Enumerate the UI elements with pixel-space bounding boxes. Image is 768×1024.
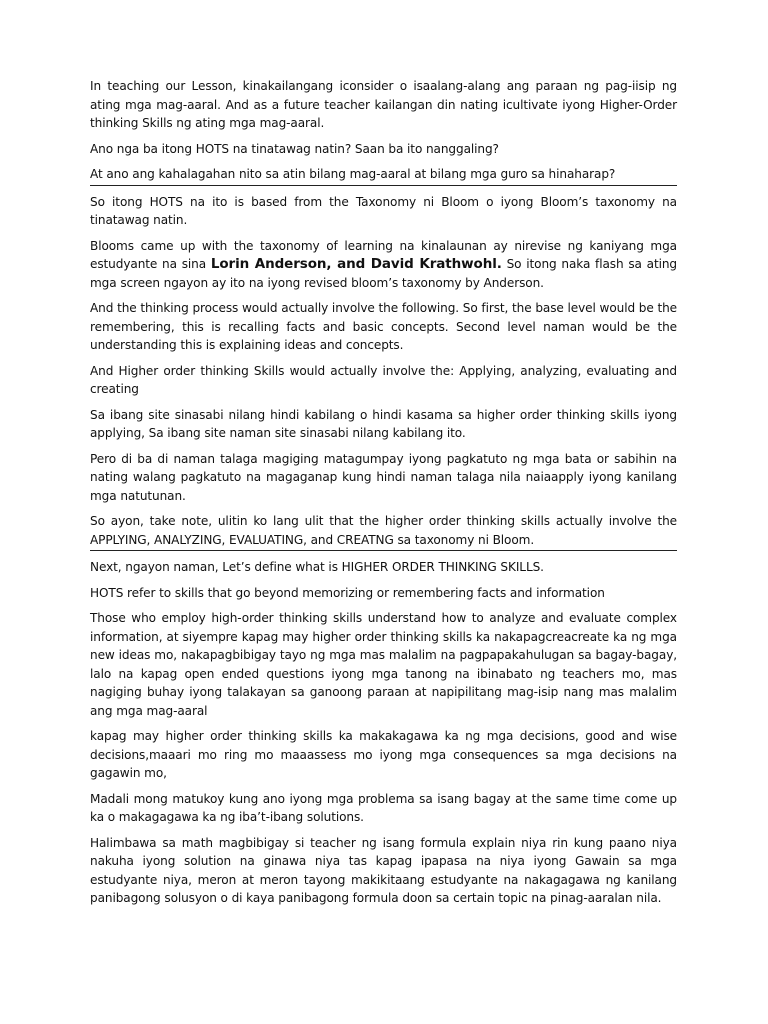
paragraph-math-example: Halimbawa sa math magbibigay si teacher ng isang formula explain niya rin kung paano niya nakuha iyong solution na ginawa niya tas kapag ipapasa na niya iyong Gawain sa mga estudyante niya, meron at meron tayong makikitaang estudyante na nakagagawa ng kanilang panibagong solusyon o di kaya panibagong formula doon sa certain topic na pinag-aaralan nila. — [90, 835, 677, 905]
paragraph-take-note: So ayon, take note, ulitin ko lang ulit that the higher order thinking skills actually involve the APPLYING, ANALYZING, EVALUATING, and CREATNG sa taxonomy ni Bloom. — [90, 512, 677, 551]
paragraph-decisions: kapag may higher order thinking skills ka makakagawa ka ng mga decisions, good and wise decisions,maaari mo ring mo maaassess mo iyong mga consequences sa mga decisions na gagawin mo, — [90, 729, 677, 780]
paragraph-hots-involve: And Higher order thinking Skills would actually involve the: Applying, analyzing, evaluating and creating — [90, 363, 677, 396]
paragraph-revised-taxonomy — [90, 237, 677, 293]
paragraph-thinking-process: And the thinking process would actually involve the following. So first, the base level would be the remembering, this is recalling facts and basic concepts. Second level naman would be the understanding this is explaining ideas and concepts. — [90, 301, 677, 352]
paragraph-define-hots: Next, ngayon naman, Let’s define what is HIGHER ORDER THINKING SKILLS. — [90, 560, 544, 574]
paragraph-learning-application: Pero di ba di naman talaga magiging matagumpay iyong pagkatuto ng mga bata or sabihin na nating walang pagkatuto na magaganap kung hindi naman talaga nila naiaapply iyong kanilang mga natutunan. — [90, 451, 677, 503]
revised-taxonomy-text-after: So itong naka flash sa ating mga screen ngayon ay ito na iyong revised bloom’s taxonomy by Anderson. — [90, 257, 677, 290]
paragraph-high-order-skills: Those who employ high-order thinking skills understand how to analyze and evaluate complex information, at siyempre kapag may higher order thinking skills ka nakapagcreacreate ka ng mga new ideas mo, nakapagbibigay tayo ng mga mas malalim na pagpapakahulugan sa bagay-bagay, lalo na kapag open ended questions iyong mga tanong na ibinabato ng teachers mo, mas nagiging buhay iyong talakayan sa ganoong paraan at napipilitang mag-isip nang mas malalim ang mga mag-aaral — [90, 611, 677, 718]
paragraph-question-importance: At ano ang kahalagahan nito sa atin bilang mag-aaral at bilang mga guro sa hinaharap? — [90, 165, 677, 186]
paragraph-hots-definition: HOTS refer to skills that go beyond memorizing or remembering facts and information — [90, 585, 605, 600]
paragraph-question-hots: Ano nga ba itong HOTS na tinatawag natin? Saan ba ito nanggaling? — [90, 141, 499, 156]
paragraph-intro: In teaching our Lesson, kinakailangang iconsider o isaalang-alang ang paraan ng pag-iisip ng ating mga mag-aaral. And as a future teacher kailangan din nating icultivate iyong Higher-Order thinking Skills ng ating mga mag-aaral. — [90, 79, 677, 130]
document-page — [90, 77, 677, 915]
paragraph-applying-debate: Sa ibang site sinasabi nilang hindi kabilang o hindi kasama sa higher order thinking skills iyong applying, Sa ibang site naman site sinasabi nilang kabilang ito. — [90, 407, 677, 440]
paragraph-problems-solutions: Madali mong matukoy kung ano iyong mga problema sa isang bagay at the same time come up ka o makagagawa ka ng iba’t-ibang solutions. — [90, 791, 677, 824]
author-names: Lorin Anderson, and David Krathwohl. — [210, 256, 502, 272]
paragraph-blooms-taxonomy: So itong HOTS na ito is based from the Taxonomy ni Bloom o iyong Bloom’s taxonomy na tinatawag natin. — [90, 194, 677, 227]
revised-taxonomy-text-before: Blooms came up with the taxonomy of learning na kinalaunan ay nirevise ng kaniyang mga estudyante na sina — [90, 238, 677, 271]
